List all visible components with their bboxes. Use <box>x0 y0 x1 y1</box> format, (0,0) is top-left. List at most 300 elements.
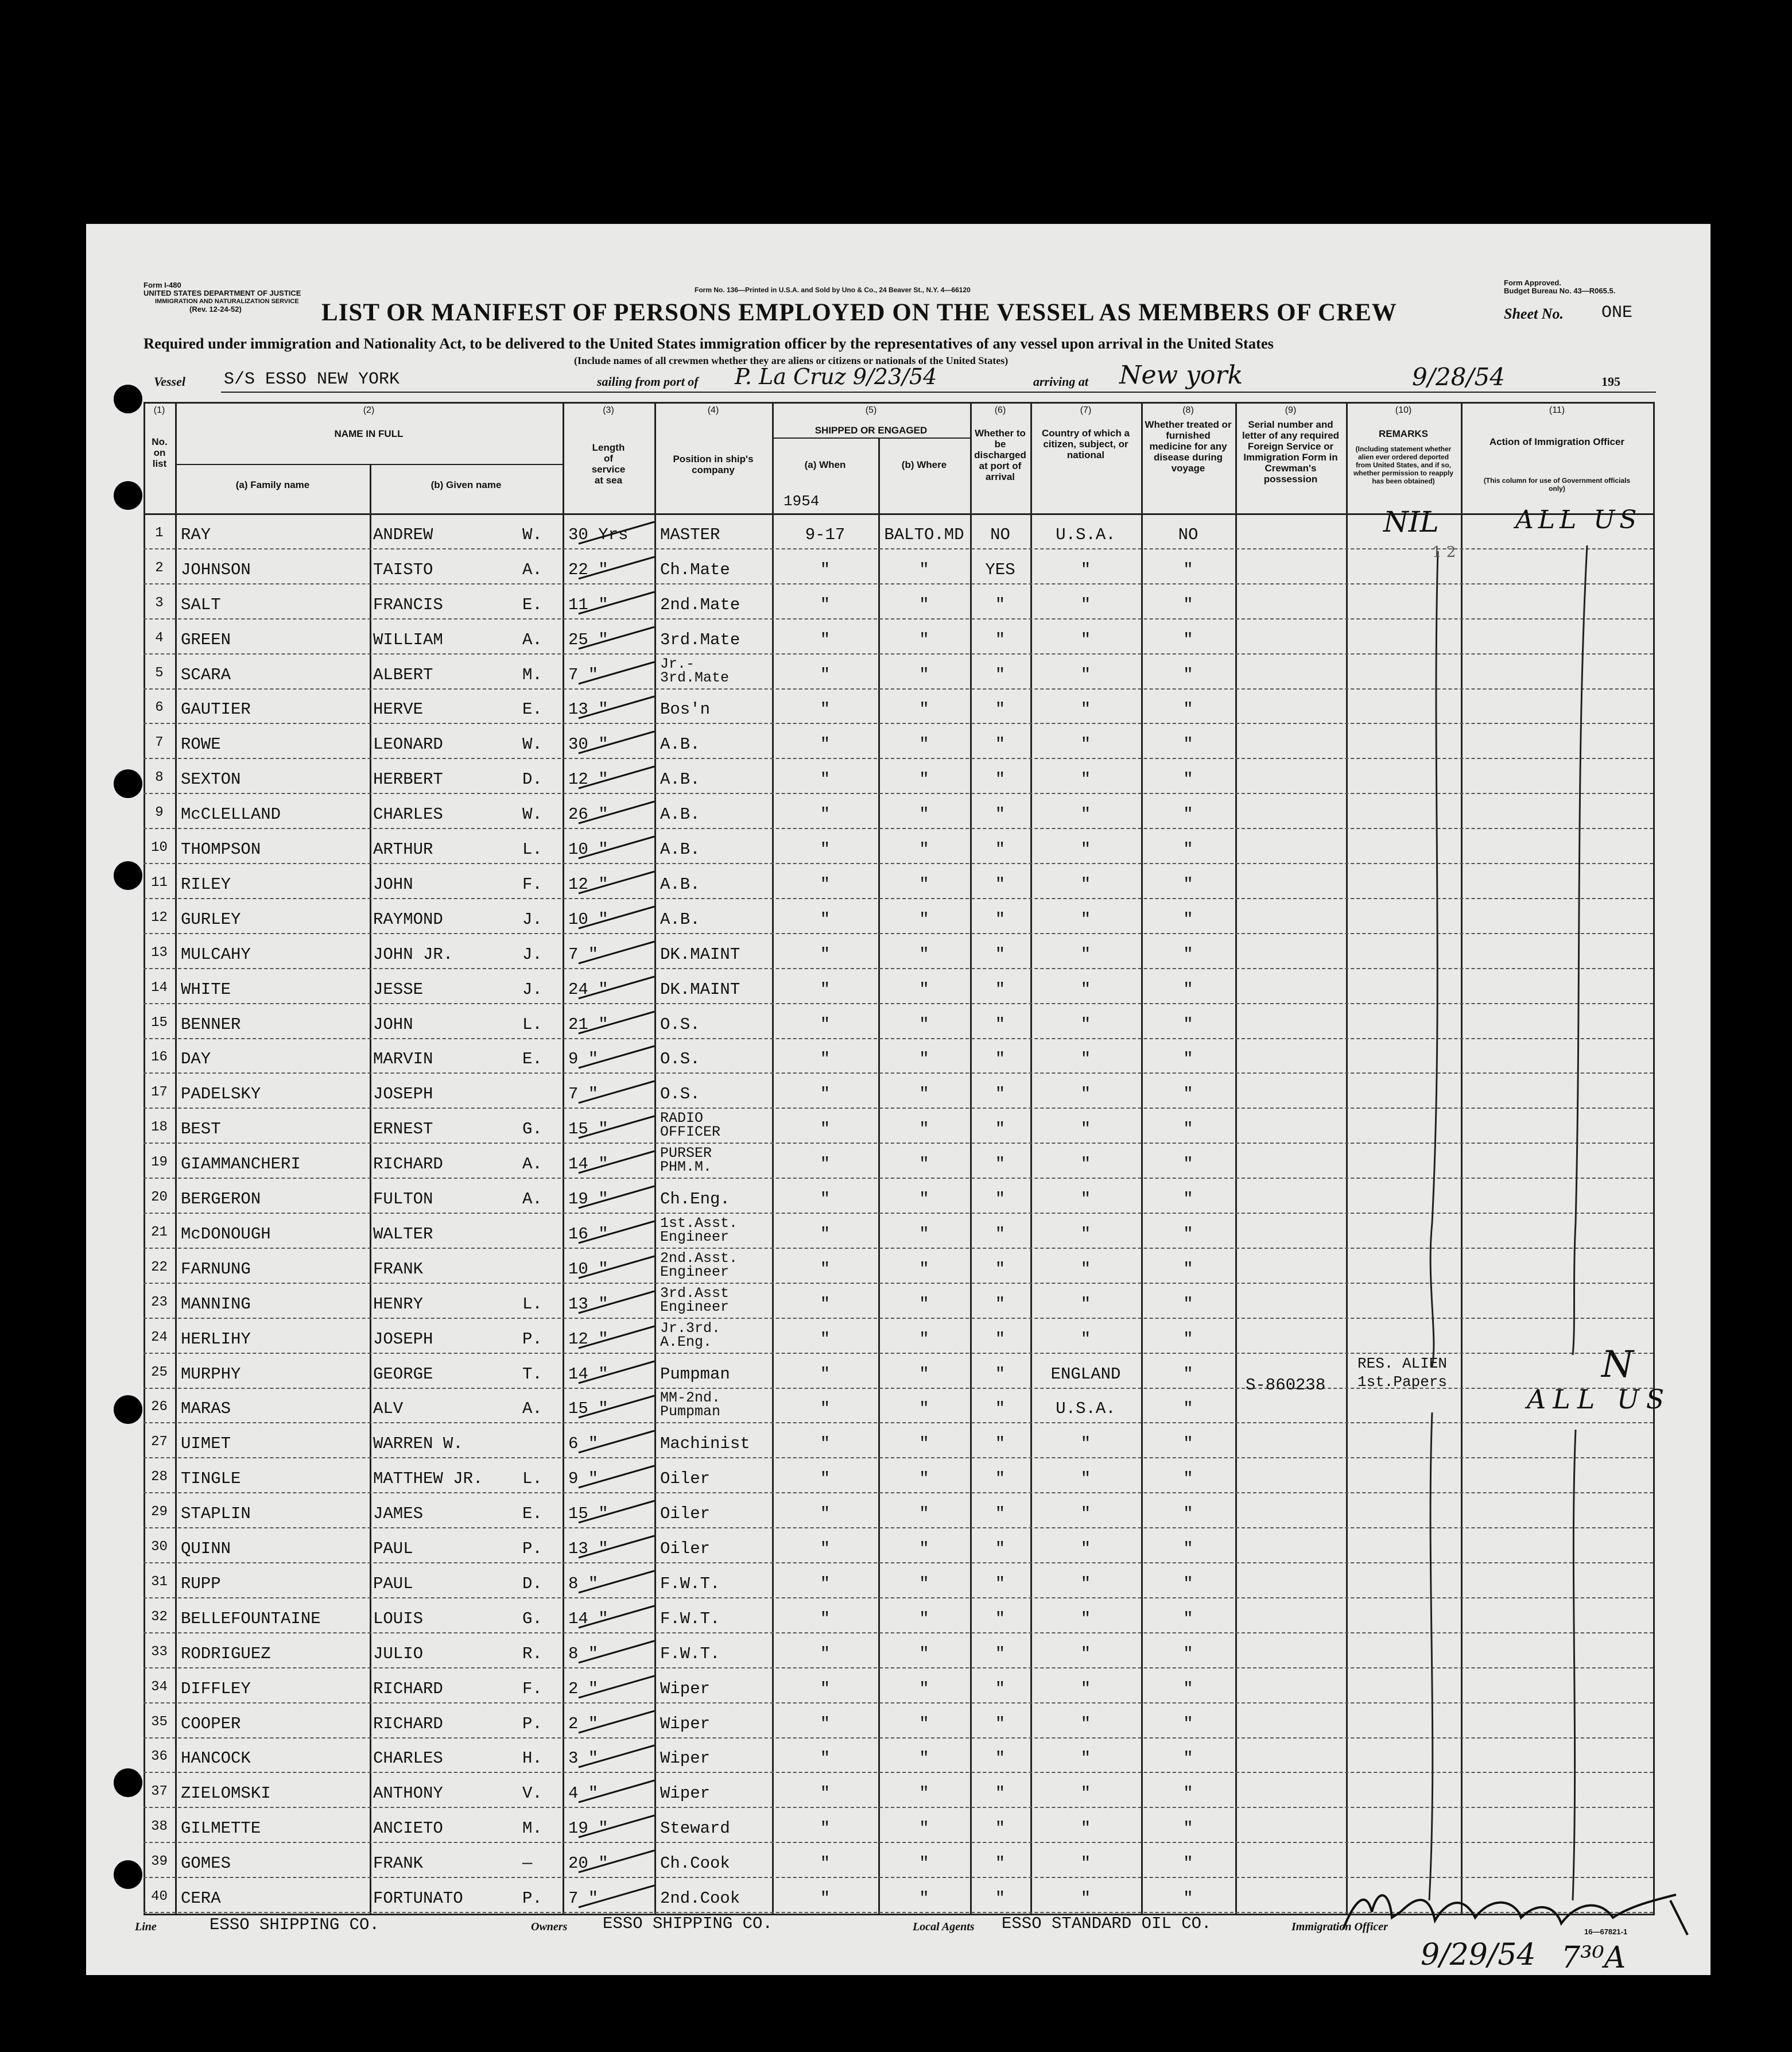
col9-heading: Serial number and letter of any required Foreign Service or Immigration Form in Crewman's possession <box>1242 419 1340 485</box>
crew-when: " <box>820 735 831 754</box>
crew-discharged: YES <box>985 560 1015 579</box>
crew-discharged: " <box>995 1679 1006 1698</box>
crew-given: JOSEPH <box>373 1085 433 1104</box>
crew-position: 1st.Asst. Engineer <box>660 1214 738 1245</box>
crew-family: MULCAHY <box>181 944 251 964</box>
crew-where: " <box>919 1469 929 1489</box>
crew-service: 8 " <box>568 1574 599 1593</box>
crew-init: E. <box>522 1504 542 1524</box>
crew-country: " <box>1080 1015 1091 1034</box>
crew-medicine: " <box>1183 1120 1193 1139</box>
crew-family: THOMPSON <box>181 840 261 859</box>
crew-service: 7 " <box>568 665 599 684</box>
crew-medicine: " <box>1183 770 1193 789</box>
crew-no: 22 <box>151 1259 168 1275</box>
crew-when: " <box>820 630 831 649</box>
service-check-stroke <box>574 1742 660 1771</box>
crew-when: " <box>820 1784 831 1803</box>
crew-country: " <box>1080 1259 1091 1279</box>
crew-given: RICHARD <box>373 1155 443 1174</box>
col5b-heading: (b) Where <box>901 459 947 470</box>
crew-init: A. <box>522 560 542 579</box>
crew-given: RICHARD <box>373 1714 443 1733</box>
col10-number: (10) <box>1395 405 1412 415</box>
crew-country: " <box>1080 1224 1091 1244</box>
crew-when: " <box>820 874 831 894</box>
crew-position: Jr.- 3rd.Mate <box>660 655 730 686</box>
crew-medicine: " <box>1183 1679 1193 1698</box>
crew-discharged: " <box>995 874 1006 894</box>
crew-when: " <box>820 1015 831 1034</box>
punch-hole <box>114 861 142 890</box>
service-check-stroke <box>574 1183 660 1211</box>
crew-service: 9 " <box>568 1050 599 1069</box>
punch-hole <box>114 1768 142 1797</box>
crew-country: " <box>1080 1190 1091 1209</box>
crew-given: HENRY <box>373 1294 424 1314</box>
crew-no: 27 <box>151 1434 168 1450</box>
crew-init: E. <box>522 700 542 719</box>
crew-family: SALT <box>181 595 221 614</box>
col5-heading: SHIPPED OR ENGAGED <box>814 425 928 436</box>
crew-when: " <box>820 1224 831 1244</box>
crew-init: R. <box>522 1644 542 1663</box>
crew-no: 36 <box>151 1749 168 1765</box>
year-suffix: 195 <box>1601 374 1620 389</box>
crew-no: 40 <box>151 1889 168 1904</box>
crew-discharged: " <box>995 1399 1006 1419</box>
crew-country: " <box>1080 1714 1091 1733</box>
crew-when: " <box>820 1679 831 1698</box>
service-check-stroke <box>574 1532 660 1561</box>
crew-family: HANCOCK <box>181 1749 251 1768</box>
crew-service: 21 " <box>568 1015 608 1034</box>
col5a-heading: (a) When <box>804 459 846 470</box>
crew-no: 7 <box>155 735 164 751</box>
crew-init: L. <box>522 1015 542 1034</box>
crew-given: GEORGE <box>373 1364 433 1384</box>
crew-given: MARVIN <box>373 1050 433 1069</box>
crew-position: O.S. <box>660 1015 700 1034</box>
crew-family: GAUTIER <box>181 700 251 719</box>
form-number: Form I-480 <box>143 281 181 289</box>
crew-medicine: " <box>1183 874 1193 894</box>
crew-position: Bos'n <box>660 700 711 719</box>
crew-when: " <box>820 1539 831 1558</box>
crew-where: " <box>919 840 929 859</box>
crew-given: WALTER <box>373 1224 433 1244</box>
crew-when: " <box>820 1120 831 1139</box>
crew-service: 2 " <box>568 1714 599 1733</box>
crew-given: MATTHEW JR. <box>373 1469 483 1489</box>
crew-position: A.B. <box>660 909 700 929</box>
crew-position: Wiper <box>660 1679 711 1698</box>
crew-discharged: " <box>995 1224 1006 1244</box>
crew-country: " <box>1080 1819 1091 1838</box>
crew-where: " <box>919 595 929 614</box>
crew-no: 13 <box>151 944 168 961</box>
crew-country: " <box>1080 805 1091 824</box>
crew-given: JOHN JR. <box>373 944 453 964</box>
serial-number-25: S-860238 <box>1246 1376 1326 1395</box>
col6-heading: Whether to be discharged at port of arrival <box>974 428 1026 482</box>
crew-medicine: " <box>1183 665 1193 684</box>
revision: (Rev. 12-24-52) <box>189 305 242 313</box>
crew-given: TAISTO <box>373 560 433 579</box>
crew-position: 3rd.Asst Engineer <box>660 1284 730 1315</box>
svg-text:1 2: 1 2 <box>1432 544 1456 561</box>
crew-medicine: " <box>1183 700 1193 719</box>
crew-given: JULIO <box>373 1644 424 1663</box>
col4-number: (4) <box>707 405 719 415</box>
service-check-stroke <box>574 1043 660 1071</box>
crew-no: 9 <box>155 805 164 821</box>
crew-medicine: " <box>1183 1574 1193 1593</box>
service-check-stroke <box>574 1288 660 1317</box>
crew-where: " <box>919 735 929 754</box>
crew-given: JESSE <box>373 979 424 999</box>
crew-family: HERLIHY <box>181 1329 251 1349</box>
service-check-stroke <box>574 1392 660 1421</box>
crew-when: " <box>820 1889 831 1908</box>
service-check-stroke <box>574 728 660 757</box>
crew-country: " <box>1080 1609 1091 1628</box>
crew-no: 33 <box>151 1644 168 1660</box>
crew-discharged: " <box>995 1574 1006 1593</box>
crew-medicine: " <box>1183 1854 1193 1873</box>
col7-number: (7) <box>1080 405 1092 415</box>
crew-init: H. <box>522 1749 542 1768</box>
crew-family: McCLELLAND <box>181 805 281 824</box>
crew-where: " <box>919 805 929 824</box>
crew-given: RICHARD <box>373 1679 443 1698</box>
service-check-stroke <box>574 1218 660 1246</box>
crew-medicine: " <box>1183 1609 1193 1628</box>
crew-medicine: " <box>1183 1364 1193 1384</box>
crew-country: " <box>1080 770 1091 789</box>
service-check-stroke <box>574 1358 660 1387</box>
crew-family: TINGLE <box>181 1469 241 1489</box>
agency-line2: IMMIGRATION AND NATURALIZATION SERVICE <box>155 298 299 305</box>
col11-heading: Action of Immigration Officer <box>1489 436 1625 447</box>
crew-where: " <box>919 1819 929 1838</box>
crew-country: " <box>1080 1329 1091 1349</box>
crew-country: " <box>1080 1504 1091 1524</box>
crew-family: MARAS <box>181 1399 231 1419</box>
crew-where: " <box>919 1399 929 1419</box>
print-code: 16—67821-1 <box>1584 1927 1628 1936</box>
crew-no: 14 <box>151 979 168 996</box>
manifest-title: LIST OR MANIFEST OF PERSONS EMPLOYED ON THE VESSEL AS MEMBERS OF CREW <box>321 299 1397 326</box>
crew-service: 11 " <box>568 595 608 614</box>
crew-medicine: " <box>1183 1190 1193 1209</box>
service-check-stroke <box>574 903 660 932</box>
crew-country: " <box>1080 595 1091 614</box>
crew-family: GIAMMANCHERI <box>181 1155 301 1174</box>
crew-no: 30 <box>151 1539 168 1555</box>
crew-service: 15 " <box>568 1120 608 1139</box>
crew-discharged: " <box>995 1294 1006 1314</box>
line-value: ESSO SHIPPING CO. <box>210 1915 379 1934</box>
crew-when: " <box>820 1749 831 1768</box>
crew-position: PURSER PHM.M. <box>660 1145 712 1176</box>
crew-when: " <box>820 1399 831 1419</box>
crew-medicine: " <box>1183 1504 1193 1524</box>
crew-where: " <box>919 1749 929 1768</box>
printer-note: Form No. 136—Printed in U.S.A. and Sold by Uno & Co., 24 Beaver St., N.Y. 4—66120 <box>695 286 971 294</box>
crew-where: " <box>919 1679 929 1698</box>
crew-position: RADIO OFFICER <box>660 1110 721 1141</box>
col5-number: (5) <box>865 405 877 415</box>
crew-country: " <box>1080 1854 1091 1873</box>
crew-medicine: " <box>1183 1889 1193 1908</box>
crew-discharged: " <box>995 979 1006 999</box>
crew-country: U.S.A. <box>1056 525 1116 544</box>
crew-init: V. <box>522 1784 542 1803</box>
crew-when: " <box>820 1085 831 1104</box>
crew-init: W. <box>522 805 542 824</box>
crew-no: 8 <box>155 770 164 786</box>
crew-no: 10 <box>151 840 168 855</box>
crew-country: " <box>1080 1539 1091 1558</box>
crew-no: 28 <box>151 1469 168 1485</box>
crew-discharged: " <box>995 1469 1006 1489</box>
crew-family: UIMET <box>181 1434 231 1454</box>
crew-where: " <box>919 1434 929 1454</box>
crew-family: BERGERON <box>181 1190 261 1209</box>
col11-number: (11) <box>1549 405 1565 415</box>
crew-country: " <box>1080 1469 1091 1489</box>
crew-given: FRANK <box>373 1854 424 1873</box>
col2b-heading: (b) Given name <box>430 479 502 490</box>
crew-service: 12 " <box>568 874 608 894</box>
crew-service: 2 " <box>568 1679 599 1698</box>
service-check-stroke <box>574 589 660 617</box>
crew-medicine: " <box>1183 1749 1193 1768</box>
crew-given: HERBERT <box>373 770 443 789</box>
service-check-stroke <box>574 1497 660 1526</box>
crew-when: " <box>820 700 831 719</box>
crew-init: J. <box>522 909 542 929</box>
col1-number: (1) <box>153 405 165 415</box>
crew-medicine: " <box>1183 944 1193 964</box>
crew-service: 10 " <box>568 840 608 859</box>
crew-no: 2 <box>155 560 164 576</box>
crew-where: " <box>919 1259 929 1279</box>
crew-family: GOMES <box>181 1854 231 1873</box>
crew-given: PAUL <box>373 1574 413 1593</box>
crew-family: RODRIGUEZ <box>181 1644 271 1663</box>
crew-discharged: " <box>995 1784 1006 1803</box>
line-label: Line <box>135 1921 157 1933</box>
crew-discharged: " <box>995 1155 1006 1174</box>
crew-service: 20 " <box>568 1854 608 1873</box>
crew-family: JOHNSON <box>181 560 251 579</box>
crew-where: " <box>919 1294 929 1314</box>
col4-heading: Position in ship's company <box>673 454 754 475</box>
crew-where: " <box>919 1015 929 1034</box>
officer-label: Immigration Officer <box>1291 1921 1388 1933</box>
crew-country: " <box>1080 630 1091 649</box>
crew-where: " <box>919 1784 929 1803</box>
crew-medicine: " <box>1183 595 1193 614</box>
crew-family: SCARA <box>181 665 231 684</box>
crew-init: L. <box>522 1469 542 1489</box>
service-check-stroke <box>574 1708 660 1736</box>
crew-where: " <box>919 560 929 579</box>
remarks-nil: NIL <box>1383 505 1439 539</box>
punch-hole <box>114 385 142 413</box>
crew-init: P. <box>522 1329 542 1349</box>
crew-service: 10 " <box>568 909 608 929</box>
crew-discharged: " <box>995 1085 1006 1104</box>
service-check-stroke <box>574 1602 660 1631</box>
crew-no: 19 <box>151 1155 168 1171</box>
crew-country: " <box>1080 665 1091 684</box>
crew-service: 8 " <box>568 1644 599 1663</box>
crew-family: ROWE <box>181 735 221 754</box>
col10-heading: REMARKS <box>1379 428 1428 439</box>
crew-medicine: " <box>1183 1259 1193 1279</box>
col8-heading: Whether treated or furnished medicine for any disease during voyage <box>1145 419 1232 474</box>
crew-no: 21 <box>151 1224 168 1240</box>
crew-where: " <box>919 1539 929 1558</box>
crew-position: A.B. <box>660 874 700 894</box>
crew-init: J. <box>522 944 542 964</box>
crew-position: F.W.T. <box>660 1644 720 1663</box>
crew-init: P. <box>522 1889 542 1908</box>
crew-when: " <box>820 979 831 999</box>
crew-service: 14 " <box>568 1155 608 1174</box>
crew-discharged: NO <box>990 525 1010 544</box>
crew-discharged: " <box>995 1120 1006 1139</box>
crew-init: F. <box>522 874 542 894</box>
crew-medicine: " <box>1183 979 1193 999</box>
remarks-25-line2: 1st.Papers <box>1357 1373 1448 1391</box>
crew-country: " <box>1080 1294 1091 1314</box>
crew-country: " <box>1080 979 1091 999</box>
crew-family: QUINN <box>181 1539 231 1558</box>
form-approved: Form Approved. <box>1504 278 1561 287</box>
crew-position: DK.MAINT <box>660 979 740 999</box>
crew-no: 11 <box>151 874 168 891</box>
crew-no: 34 <box>151 1679 168 1695</box>
crew-position: Steward <box>660 1819 730 1838</box>
vessel-value: S/S ESSO NEW YORK <box>224 370 400 389</box>
service-check-stroke <box>574 553 660 582</box>
col1-heading: No. on list <box>152 436 168 469</box>
col2a-heading: (a) Family name <box>235 479 310 490</box>
crew-init: M. <box>522 665 542 684</box>
crew-position: 2nd.Mate <box>660 595 740 614</box>
crew-when: " <box>820 1854 831 1873</box>
service-check-stroke <box>574 1777 660 1806</box>
punch-hole <box>114 1860 142 1889</box>
crew-family: McDONOUGH <box>181 1224 271 1244</box>
crew-when: " <box>820 909 831 929</box>
crew-family: DAY <box>181 1050 211 1069</box>
col3-number: (3) <box>603 405 614 415</box>
crew-no: 37 <box>151 1784 168 1800</box>
crew-country: " <box>1080 700 1091 719</box>
crew-where: BALTO.MD <box>884 525 964 544</box>
crew-service: 7 " <box>568 1889 599 1908</box>
crew-medicine: " <box>1183 1050 1193 1069</box>
crew-init: A. <box>522 1190 542 1209</box>
crew-medicine: " <box>1183 1469 1193 1489</box>
crew-service: 26 " <box>568 805 608 824</box>
crew-discharged: " <box>995 1329 1006 1349</box>
crew-no: 15 <box>151 1015 168 1031</box>
crew-given: LEONARD <box>373 735 443 754</box>
crew-service: 22 " <box>568 560 608 579</box>
service-check-stroke <box>574 973 660 1002</box>
crew-when: " <box>820 944 831 964</box>
action-n-25: N <box>1601 1344 1634 1386</box>
crew-service: 3 " <box>568 1749 599 1768</box>
crew-country: " <box>1080 840 1091 859</box>
arriving-label: arriving at <box>1033 374 1088 389</box>
service-check-stroke <box>574 763 660 792</box>
owners-label: Owners <box>531 1921 568 1933</box>
agents-value: ESSO STANDARD OIL CO. <box>1002 1914 1212 1933</box>
crew-country: " <box>1080 874 1091 894</box>
service-check-stroke <box>574 1812 660 1841</box>
crew-medicine: " <box>1183 1015 1193 1034</box>
signature-date: 9/29/54 <box>1421 1938 1536 1972</box>
crew-country: " <box>1080 1050 1091 1069</box>
arriving-value: New york <box>1119 361 1243 390</box>
crew-family: CERA <box>181 1889 221 1908</box>
crew-discharged: " <box>995 840 1006 859</box>
crew-position: Ch.Eng. <box>660 1190 730 1209</box>
crew-when: 9-17 <box>805 525 845 544</box>
crew-where: " <box>919 1364 929 1384</box>
col9-number: (9) <box>1285 405 1297 415</box>
crew-init: E. <box>522 1050 542 1069</box>
vessel-label: Vessel <box>154 374 185 389</box>
crew-country: " <box>1080 1679 1091 1698</box>
crew-position: Machinist <box>660 1434 750 1454</box>
crew-service: 15 " <box>568 1399 608 1419</box>
crew-init: P. <box>522 1714 542 1733</box>
crew-init: L. <box>522 1294 542 1314</box>
date-value: 9/28/54 <box>1412 363 1505 391</box>
crew-no: 20 <box>151 1190 168 1205</box>
crew-position: Oiler <box>660 1539 711 1558</box>
crew-family: DIFFLEY <box>181 1679 251 1698</box>
service-check-stroke <box>574 868 660 897</box>
agency-line1: UNITED STATES DEPARTMENT OF JUSTICE <box>143 289 301 297</box>
crew-where: " <box>919 1609 929 1628</box>
crew-where: " <box>919 909 929 929</box>
crew-when: " <box>820 1294 831 1314</box>
crew-init: J. <box>522 979 542 999</box>
crew-country: " <box>1080 909 1091 929</box>
officer-signature <box>1332 1877 1699 1941</box>
crew-given: ALBERT <box>373 665 433 684</box>
sheet-label: Sheet No. <box>1504 305 1564 322</box>
crew-discharged: " <box>995 1364 1006 1384</box>
crew-when: " <box>820 1155 831 1174</box>
service-check-stroke <box>574 1323 660 1352</box>
owners-value: ESSO SHIPPING CO. <box>603 1914 773 1933</box>
crew-no: 31 <box>151 1574 168 1590</box>
crew-discharged: " <box>995 805 1006 824</box>
crew-init: A. <box>522 1155 542 1174</box>
crew-no: 23 <box>151 1294 168 1310</box>
service-check-stroke <box>574 1882 660 1911</box>
